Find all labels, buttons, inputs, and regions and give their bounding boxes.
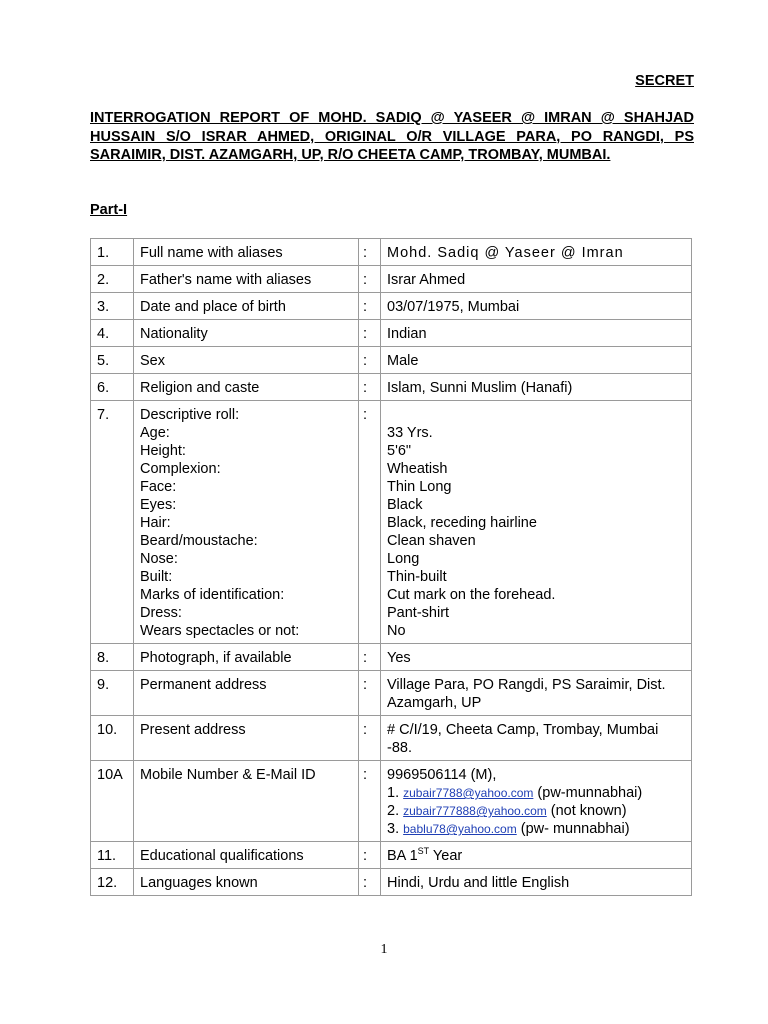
row-separator: :	[359, 869, 381, 896]
row-label: Date and place of birth	[134, 293, 359, 320]
row-separator: :	[359, 671, 381, 716]
table-row	[91, 716, 692, 761]
table-row	[91, 671, 692, 716]
row-separator: :	[359, 644, 381, 671]
row-separator: :	[359, 842, 381, 869]
page-number: 1	[380, 942, 388, 957]
part-heading: Part-I	[90, 202, 128, 218]
sub-value: Pant-shirt	[387, 605, 450, 621]
row-label: Photograph, if available	[134, 644, 359, 671]
row-separator: :	[359, 374, 381, 401]
email-link[interactable]: bablu78@yahoo.com	[403, 822, 517, 836]
table-row	[91, 320, 692, 347]
row-label: Languages known	[134, 869, 359, 896]
row-number: 4.	[91, 320, 134, 347]
table-row	[91, 347, 692, 374]
descriptive-roll-labels	[134, 401, 359, 644]
table-row	[91, 266, 692, 293]
row-number: 9.	[91, 671, 134, 716]
row-number: 10.	[91, 716, 134, 761]
table-row	[91, 374, 692, 401]
row-value: Yes	[381, 644, 692, 671]
row-value: Indian	[381, 320, 692, 347]
classification-label: SECRET	[635, 73, 694, 89]
row-separator: :	[359, 239, 381, 266]
sub-label: Eyes:	[140, 497, 177, 513]
sub-label: Complexion:	[140, 461, 221, 477]
email-note: (not known)	[550, 803, 627, 819]
row-label: Permanent address	[134, 671, 359, 716]
row-label: Father's name with aliases	[134, 266, 359, 293]
sub-label: Age:	[140, 425, 170, 441]
row-separator: :	[359, 293, 381, 320]
sub-label: Marks of identification:	[140, 587, 285, 603]
sub-label: Face:	[140, 479, 177, 495]
sub-value: No	[387, 623, 406, 639]
contact-values	[381, 761, 692, 842]
row-value	[381, 842, 692, 869]
row-number: 10A	[91, 761, 134, 842]
email-entry	[387, 802, 685, 820]
sub-value: Black, receding hairline	[387, 515, 537, 531]
sub-label: Hair:	[140, 515, 171, 531]
email-index: 1.	[387, 785, 400, 801]
personal-details-table	[90, 238, 692, 896]
report-title: INTERROGATION REPORT OF MOHD. SADIQ @ YASEER @ IMRAN @ SHAHJAD HUSSAIN S/O ISRAR AHMED, ORIGINAL O/R VILLAGE PARA, PO RANGDI, PS SARAIMIR, DIST. AZAMGARH, UP, R/O CHEETA CAMP, TROMBAY, MUMBAI.	[90, 110, 694, 163]
row-label: Full name with aliases	[134, 239, 359, 266]
row-separator: :	[359, 266, 381, 293]
sub-value: Long	[387, 551, 420, 567]
sub-value: Black	[387, 497, 423, 513]
row-number: 11.	[91, 842, 134, 869]
row-number: 8.	[91, 644, 134, 671]
row-label: Educational qualifications	[134, 842, 359, 869]
row-value: 03/07/1975, Mumbai	[381, 293, 692, 320]
email-entry	[387, 784, 685, 802]
sub-label: Nose:	[140, 551, 178, 567]
row-value: # C/I/19, Cheeta Camp, Trombay, Mumbai -88.	[381, 716, 692, 761]
value-text: BA 1	[387, 848, 418, 864]
sub-value: Wheatish	[387, 461, 448, 477]
table-row	[91, 293, 692, 320]
row-separator: :	[359, 401, 381, 644]
sub-label: Height:	[140, 443, 186, 459]
row-number: 1.	[91, 239, 134, 266]
row-label: Mobile Number & E-Mail ID	[134, 761, 359, 842]
row-number: 6.	[91, 374, 134, 401]
table-row	[91, 239, 692, 266]
sub-value: Thin Long	[387, 479, 452, 495]
email-link[interactable]: zubair777888@yahoo.com	[403, 804, 547, 818]
email-index: 2.	[387, 803, 400, 819]
row-number: 7.	[91, 401, 134, 644]
row-label: Religion and caste	[134, 374, 359, 401]
sub-value: 5'6"	[387, 443, 412, 459]
row-value: Village Para, PO Rangdi, PS Saraimir, Dist. Azamgarh, UP	[381, 671, 692, 716]
sub-label: Wears spectacles or not:	[140, 623, 300, 639]
table-row-descriptive-roll	[91, 401, 692, 644]
email-note: (pw- munnabhai)	[520, 821, 630, 837]
email-link[interactable]: zubair7788@yahoo.com	[403, 786, 534, 800]
row-number: 3.	[91, 293, 134, 320]
table-row	[91, 869, 692, 896]
row-separator: :	[359, 716, 381, 761]
sub-label: Dress:	[140, 605, 182, 621]
descriptive-roll-values	[381, 401, 692, 644]
sub-value: Cut mark on the forehead.	[387, 587, 556, 603]
email-note: (pw-munnabhai)	[537, 785, 643, 801]
row-value: Male	[381, 347, 692, 374]
sub-label: Beard/moustache:	[140, 533, 258, 549]
row-value: Islam, Sunni Muslim (Hanafi)	[381, 374, 692, 401]
row-number: 5.	[91, 347, 134, 374]
row-label: Sex	[134, 347, 359, 374]
row-value: Mohd. Sadiq @ Yaseer @ Imran	[381, 239, 692, 266]
table-row	[91, 842, 692, 869]
sub-value: Clean shaven	[387, 533, 476, 549]
row-label: Nationality	[134, 320, 359, 347]
email-index: 3.	[387, 821, 400, 837]
row-label: Descriptive roll:	[140, 407, 240, 423]
row-label: Present address	[134, 716, 359, 761]
sub-value: 33 Yrs.	[387, 425, 433, 441]
row-separator: :	[359, 347, 381, 374]
row-number: 2.	[91, 266, 134, 293]
row-separator: :	[359, 761, 381, 842]
table-row	[91, 644, 692, 671]
value-superscript: ST	[417, 846, 430, 857]
mobile-number: 9969506114 (M),	[387, 767, 497, 783]
sub-label: Built:	[140, 569, 173, 585]
row-value: Israr Ahmed	[381, 266, 692, 293]
table-row-contact	[91, 761, 692, 842]
value-text: Year	[429, 848, 463, 864]
sub-value: Thin-built	[387, 569, 447, 585]
email-entry	[387, 820, 685, 838]
row-value: Hindi, Urdu and little English	[381, 869, 692, 896]
row-separator: :	[359, 320, 381, 347]
row-number: 12.	[91, 869, 134, 896]
